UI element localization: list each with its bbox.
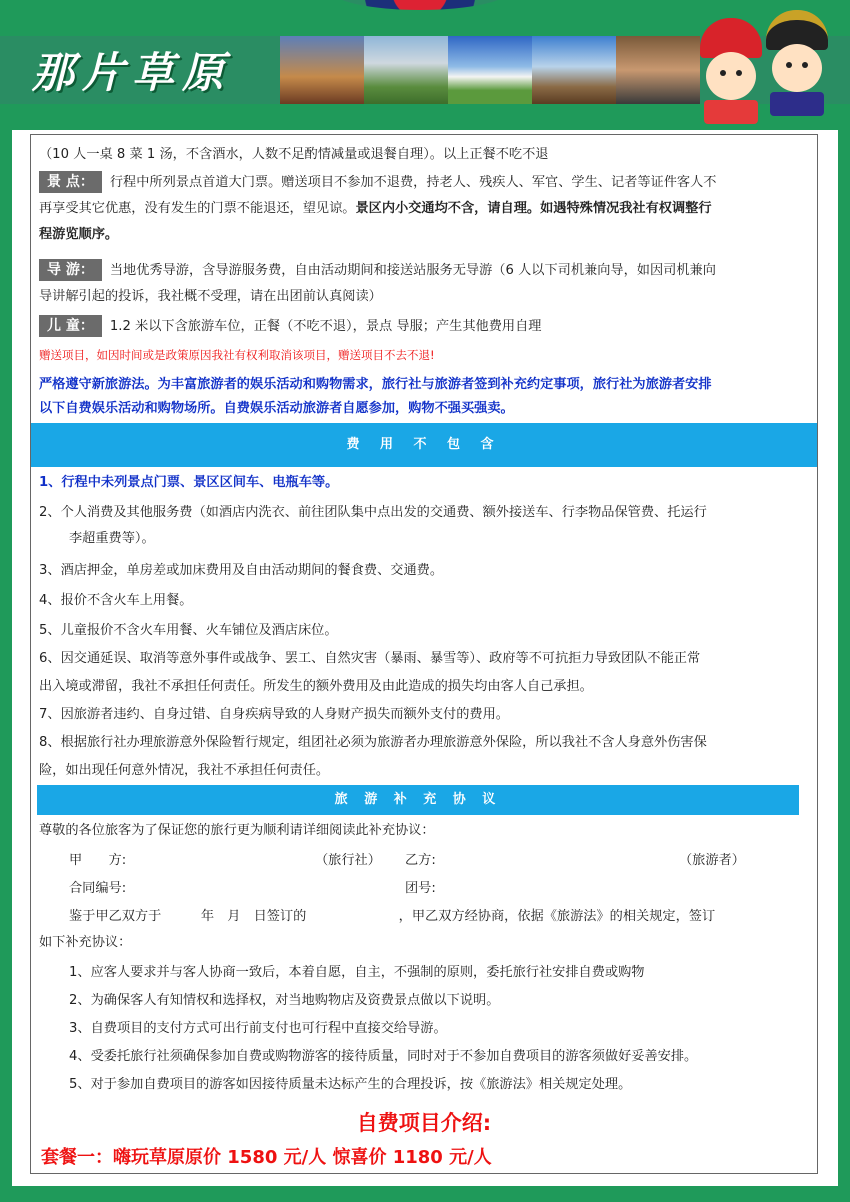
- scenic-line3: 程游览顺序。: [39, 227, 119, 242]
- photo-musician: [364, 36, 448, 104]
- scenic-line2-text: 再享受其它优惠，没有发生的门票不能退还，望见谅。: [39, 201, 356, 216]
- mascot-dolls: [700, 4, 840, 124]
- exclusion-item: 1、行程中未列景点门票、景区区间车、电瓶车等。: [39, 475, 339, 490]
- sign-line: 鉴于甲乙双方于 年 月 日签订的 ，甲乙双方经协商，依据《旅游法》的相关规定，签订: [69, 909, 716, 924]
- content-box: [30, 134, 818, 1174]
- guide-tag: 导 游：: [39, 259, 102, 281]
- traveler-label: （旅游者）: [679, 853, 745, 868]
- guide-line2: 导讲解引起的投诉，我社概不受理，请在出团前认真阅读）: [39, 289, 382, 304]
- law-line-1: 严格遵守新旅游法。为丰富旅游者的娱乐活动和购物需求，旅行社与旅游者签到补充约定事项，旅行社为旅游者安排: [39, 377, 712, 392]
- header-banner: [0, 0, 850, 130]
- exclusion-item: 5、儿童报价不含火车用餐、火车铺位及酒店床位。: [39, 623, 338, 638]
- scenic-line2-bold: 景区内小交通均不含，请自理。如遇特殊情况我社有权调整行: [355, 201, 712, 216]
- agreement-intro: 尊敬的各位旅客为了保证您的旅行更为顺利请详细阅读此补充协议：: [39, 823, 435, 838]
- child-text: 1.2 米以下含旅游车位，正餐（不吃不退），景点 导服；产生其他费用自理: [109, 319, 542, 334]
- exclusion-item: 8、根据旅行社办理旅游意外保险暂行规定，组团社必须为旅游者办理旅游意外保险，所以我社不含人身意外伤害保: [39, 735, 707, 750]
- scenic-text: 行程中所列景点首道大门票。赠送项目不参加不退费，持老人、残疾人、军官、学生、记者等证件客人不: [109, 175, 717, 190]
- document-page: [12, 130, 838, 1186]
- group-no-label: 团号:: [405, 881, 436, 896]
- gift-note: 赠送项目，如因时间或是政策原因我社有权利取消该项目，赠送项目不去不退!: [39, 348, 435, 362]
- agreement-item: 1、应客人要求并与客人协商一致后，本着自愿，自主，不强制的原则，委托旅行社安排自费或购物: [69, 965, 645, 980]
- exclusion-item: 3、酒店押金，单房差或加床费用及自由活动期间的餐食费、交通费。: [39, 563, 444, 578]
- party-a-label: 甲 方:: [69, 853, 127, 868]
- guide-section: [39, 259, 811, 283]
- exclusion-item: 出入境或滞留，我社不承担任何责任。所发生的额外费用及由此造成的损失均由客人自己承担。: [39, 679, 593, 694]
- scenic-section: [39, 171, 811, 195]
- agreement-item: 4、受委托旅行社须确保参加自费或购物游客的接待质量，同时对于不参加自费项目的游客须做好妥善安排。: [69, 1049, 698, 1064]
- agreement-item: 3、自费项目的支付方式可出行前支付也可行程中直接交给导游。: [69, 1021, 447, 1036]
- party-b-label: 乙方:: [405, 853, 436, 868]
- photo-people: [280, 36, 364, 104]
- photo-yurt: [448, 36, 532, 104]
- photo-strip: [280, 36, 700, 104]
- exclusion-item: 7、因旅游者违约、自身过错、自身疾病导致的人身财产损失而额外支付的费用。: [39, 707, 509, 722]
- exclusion-item: 6、因交通延误、取消等意外事件或战争、罢工、自然灾害（暴雨、暴雪等）、政府等不可抗拒力导致团队不能正常: [39, 651, 701, 666]
- ornament-decoration: [330, 0, 510, 10]
- law-line-2: 以下自费娱乐活动和购物场所。自费娱乐活动旅游者自愿参加，购物不强买强卖。: [39, 401, 514, 416]
- exclusion-item: 4、报价不含火车上用餐。: [39, 593, 193, 608]
- exclusion-item: 李超重费等）。: [69, 531, 155, 546]
- page-title: 那片草原: [32, 48, 233, 97]
- sign-line-2: 如下补充协议：: [39, 935, 132, 950]
- mascot-boy-icon: [766, 10, 828, 116]
- scenic-tag: 景 点：: [39, 171, 102, 193]
- agreement-item: 5、对于参加自费项目的游客如因接待质量未达标产生的合理投诉，按《旅游法》相关规定处理。: [69, 1077, 632, 1092]
- self-pay-title: 自费项目介绍:: [356, 1111, 492, 1135]
- exclusion-item: 险，如出现任何意外情况，我社不承担任何责任。: [39, 763, 330, 778]
- guide-text: 当地优秀导游，含导游服务费，自由活动期间和接送站服务无导游（6 人以下司机兼向导，如因司机兼向: [109, 263, 716, 278]
- photo-grassland: [532, 36, 616, 104]
- agreement-heading: 旅 游 补 充 协 议: [37, 785, 799, 815]
- contract-no-label: 合同编号:: [69, 881, 127, 896]
- child-section: [39, 315, 811, 339]
- agency-label: （旅行社）: [315, 853, 381, 868]
- mascot-girl-icon: [700, 18, 762, 124]
- meal-note: （10 人一桌 8 菜 1 汤，不含酒水，人数不足酌情减量或退餐自理）。以上正餐不吃不退: [39, 147, 549, 162]
- scenic-line2: [39, 197, 811, 221]
- photo-dining: [616, 36, 700, 104]
- package-price: 套餐一：嗨玩草原原价 1580 元/人 惊喜价 1180 元/人: [41, 1147, 492, 1168]
- exclusions-heading: 费 用 不 包 含: [31, 423, 817, 467]
- agreement-item: 2、为确保客人有知情权和选择权，对当地购物店及资费景点做以下说明。: [69, 993, 500, 1008]
- child-tag: 儿 童：: [39, 315, 102, 337]
- exclusion-item: 2、个人消费及其他服务费（如酒店内洗衣、前往团队集中点出发的交通费、额外接送车、行李物品保管费、托运行: [39, 505, 707, 520]
